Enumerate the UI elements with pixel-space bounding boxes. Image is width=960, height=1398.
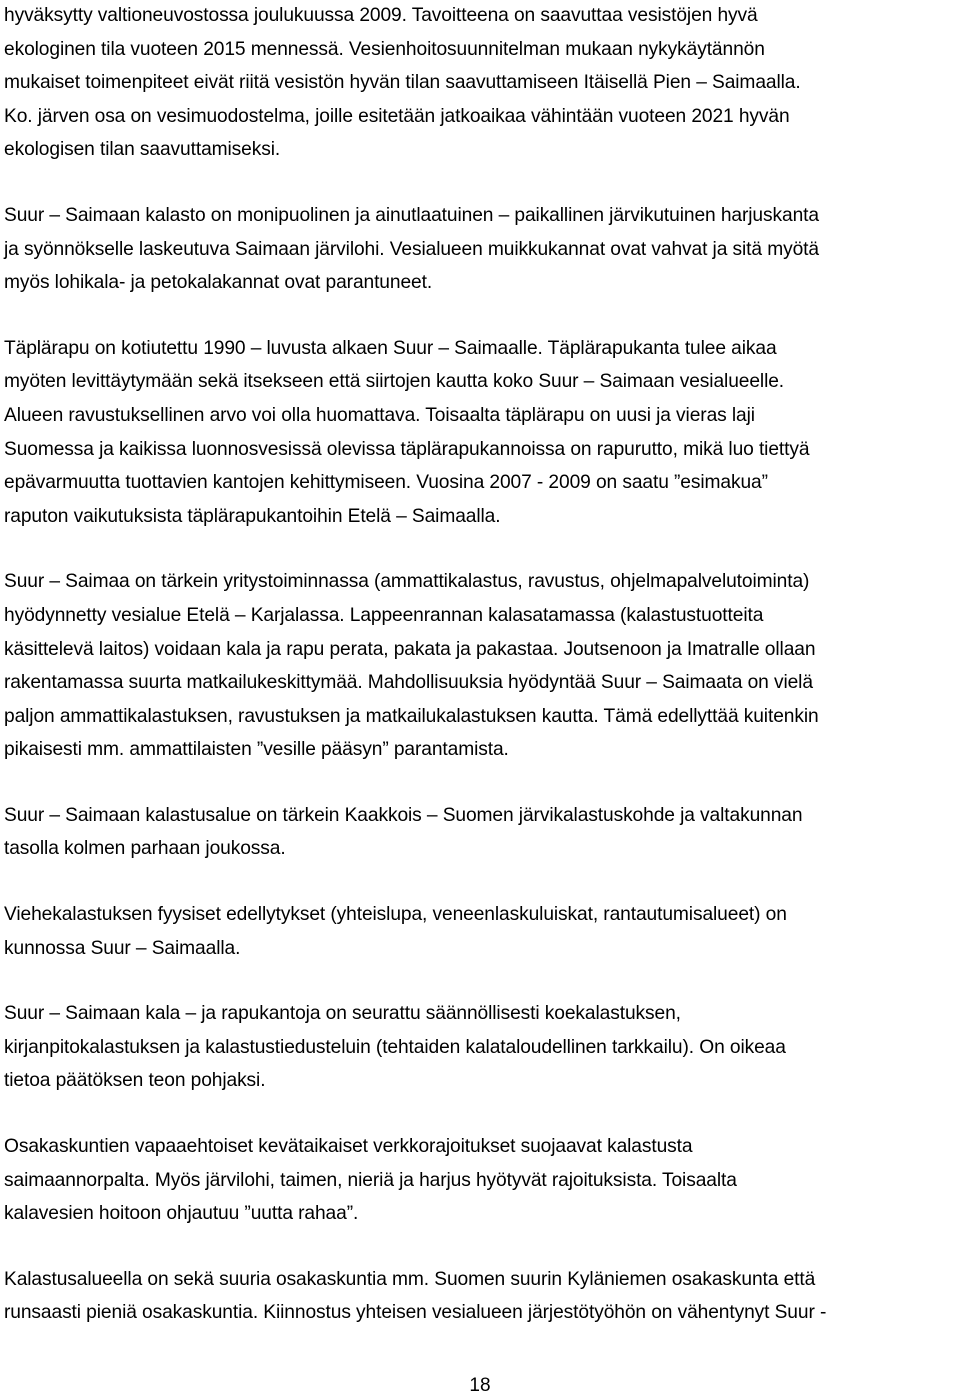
text-line: Osakaskuntien vapaaehtoiset kevätaikaiset verkkorajoitukset suojaavat kalastusta <box>4 1136 693 1158</box>
paragraph <box>4 997 958 1098</box>
text-line: käsittelevä laitos) voidaan kala ja rapu perata, pakata ja pakastaa. Joutsenoon ja Imatralle ollaan <box>4 638 816 660</box>
text-line: tietoa päätöksen teon pohjaksi. <box>4 1070 266 1092</box>
text-line: Täplärapu on kotiutettu 1990 – luvusta alkaen Suur – Saimaalle. Täplärapukanta tulee aikaa <box>4 337 777 359</box>
text-line: mukaiset toimenpiteet eivät riitä vesistön hyvän tilan saavuttamiseen Itäisellä Pien – Saimaalla. <box>4 72 801 94</box>
text-line: Ko. järven osa on vesimuodostelma, joille esitetään jatkoaikaa vähintään vuoteen 2021 hyvän <box>4 105 790 127</box>
text-line: kirjanpitokalastuksen ja kalastustiedusteluin (tehtaiden kalataloudellinen tarkkailu). On oikeaa <box>4 1036 786 1058</box>
text-line: epävarmuutta tuottavien kantojen kehittymiseen. Vuosina 2007 - 2009 on saatu ”esimakua” <box>4 472 768 494</box>
text-line: Suur – Saimaan kalastusalue on tärkein Kaakkois – Suomen järvikalastuskohde ja valtakunnan <box>4 804 803 826</box>
text-line: ja syönnökselle laskeutuva Saimaan järvilohi. Vesialueen muikkukannat ovat vahvat ja sitä myötä <box>4 238 819 260</box>
text-line: runsaasti pieniä osakaskuntia. Kiinnostus yhteisen vesialueen järjestötyöhön on vähentynyt Suur - <box>4 1302 827 1324</box>
text-line: hyväksytty valtioneuvostossa joulukuussa 2009. Tavoitteena on saavuttaa vesistöjen hyvä <box>4 5 758 26</box>
paragraph <box>4 565 958 767</box>
text-line: ekologisen tilan saavuttamiseksi. <box>4 139 281 161</box>
paragraph <box>4 1263 958 1330</box>
text-line: Suur – Saimaan kalasto on monipuolinen ja ainutlaatuinen – paikallinen järvikutuinen harjuskanta <box>4 204 819 226</box>
text-line: Alueen ravustuksellinen arvo voi olla huomattava. Toisaalta täplärapu on uusi ja vieras laji <box>4 404 755 426</box>
document-page <box>4 0 958 1330</box>
text-line: tasolla kolmen parhaan joukossa. <box>4 838 286 860</box>
text-line: kunnossa Suur – Saimaalla. <box>4 937 241 959</box>
text-line: paljon ammattikalastuksen, ravustuksen ja matkailukalastuksen kautta. Tämä edellyttää kuitenkin <box>4 705 819 727</box>
text-line: raputon vaikutuksista täplärapukantoihin Etelä – Saimaalla. <box>4 505 501 527</box>
text-line: kalavesien hoitoon ohjautuu ”uutta rahaa”. <box>4 1203 359 1225</box>
text-line: rakentamassa suurta matkailukeskittymää. Mahdollisuuksia hyödyntää Suur – Saimaata on vielä <box>4 672 813 694</box>
text-line: myös lohikala- ja petokalakannat ovat parantuneet. <box>4 272 433 294</box>
text-line: pikaisesti mm. ammattilaisten ”vesille pääsyn” parantamista. <box>4 739 509 761</box>
paragraph <box>4 898 958 965</box>
paragraph <box>4 1130 958 1231</box>
text-line: Suur – Saimaan kala – ja rapukantoja on seurattu säännöllisesti koekalastuksen, <box>4 1003 681 1025</box>
text-line: myöten levittäytymään sekä itsekseen että siirtojen kautta koko Suur – Saimaan vesialueelle. <box>4 371 785 393</box>
paragraph <box>4 332 958 534</box>
paragraph <box>4 0 958 167</box>
page-number: 18 <box>469 1375 491 1396</box>
text-line: ekologinen tila vuoteen 2015 mennessä. Vesienhoitosuunnitelman mukaan nykykäytännön <box>4 38 765 60</box>
text-line: saimaannorpalta. Myös järvilohi, taimen, nieriä ja harjus hyötyvät rajoituksista. Toisaalta <box>4 1169 737 1191</box>
paragraph <box>4 799 958 866</box>
text-line: Suur – Saimaa on tärkein yritystoiminnassa (ammattikalastus, ravustus, ohjelmapalvelutoiminta) <box>4 571 810 593</box>
text-line: Viehekalastuksen fyysiset edellytykset (yhteislupa, veneenlaskuluiskat, rantautumisalueet) on <box>4 904 787 926</box>
text-line: Suomessa ja kaikissa luonnosvesissä olevissa täplärapukannoissa on rapurutto, mikä luo tiettyä <box>4 438 810 460</box>
text-line: Kalastusalueella on sekä suuria osakaskuntia mm. Suomen suurin Kyläniemen osakaskunta että <box>4 1268 816 1290</box>
text-line: hyödynnetty vesialue Etelä – Karjalassa. Lappeenrannan kalasatamassa (kalastustuotteita <box>4 604 764 626</box>
paragraph <box>4 199 958 300</box>
